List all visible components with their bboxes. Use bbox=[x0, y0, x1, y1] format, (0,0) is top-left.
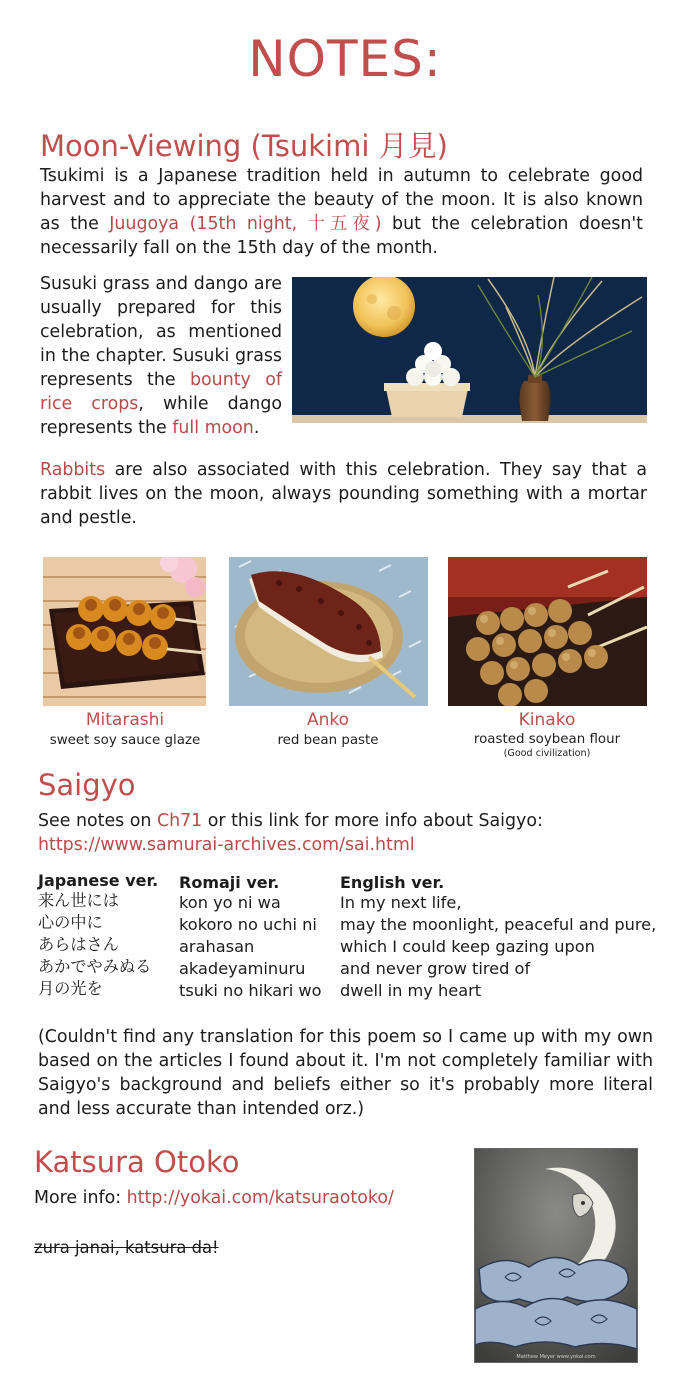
full-moon-highlight: full moon bbox=[172, 418, 254, 438]
poem-line: tsuki no hikari wo bbox=[179, 981, 322, 1000]
poem-line: may the moonlight, peaceful and pure, bbox=[340, 915, 657, 934]
kinako-note: (Good civilization) bbox=[503, 748, 591, 759]
poem-line: 来ん世には bbox=[38, 891, 119, 910]
anko-name: Anko bbox=[306, 710, 350, 730]
tsukimi-image bbox=[292, 277, 647, 423]
poem-line: In my next life, bbox=[340, 893, 462, 912]
samurai-archives-link[interactable]: https://www.samurai-archives.com/sai.html bbox=[38, 835, 415, 855]
strikethrough-joke: zura janai, katsura da! bbox=[34, 1238, 219, 1257]
tsukimi-heading: Moon-Viewing (Tsukimi 月見) bbox=[40, 129, 448, 163]
japanese-header: Japanese ver. bbox=[38, 871, 159, 890]
anko-desc: red bean paste bbox=[277, 733, 379, 748]
mitarashi-image bbox=[43, 557, 206, 706]
page-title: NOTES: bbox=[248, 30, 442, 88]
kinako-desc: roasted soybean flour bbox=[473, 732, 621, 747]
art-credit: Matthew Meyer www.yokai.com bbox=[516, 1354, 596, 1360]
rice-crops-highlight: bounty of rice crops bbox=[40, 370, 283, 414]
poem-line: dwell in my heart bbox=[340, 981, 482, 1000]
susuki-text-b: , while dango represents the bbox=[40, 394, 283, 438]
translation-note: (Couldn't find any translation for this poem so I came up with my own based on the articles I found about it. I'm not completely familiar with Saigyo's background and beliefs either so it's probably more literal and less accurate than intended orz.) bbox=[38, 1027, 653, 1119]
rabbits-text: are also associated with this celebration. They say that a rabbit lives on the moon, always pounding something with a mortar and pestle. bbox=[40, 460, 647, 528]
english-header: English ver. bbox=[340, 873, 445, 892]
katsura-heading: Katsura Otoko bbox=[34, 1145, 240, 1179]
poem-line: akadeyaminuru bbox=[179, 959, 306, 978]
tsukimi-intro bbox=[40, 164, 643, 260]
poem-line: kokoro no uchi ni bbox=[179, 915, 317, 934]
susuki-text-a: Susuki grass and dango are usually prepared for this celebration, as mentioned in the chapter. Susuki grass represents the bbox=[40, 274, 282, 390]
juugoya-highlight: Juugoya (15th night, 十五夜) bbox=[109, 214, 382, 234]
poem-romaji-column bbox=[179, 873, 322, 1002]
mitarashi-name: Mitarashi bbox=[85, 710, 165, 730]
poem-english-column bbox=[340, 873, 656, 1002]
rabbits-paragraph bbox=[40, 458, 647, 530]
poem-line: あかでやみぬる bbox=[38, 957, 152, 976]
kinako-name: Kinako bbox=[518, 710, 576, 730]
poem-line: 月の光を bbox=[38, 979, 103, 998]
poem-line: which I could keep gazing upon bbox=[340, 937, 595, 956]
saigyo-heading: Saigyo bbox=[38, 768, 136, 802]
katsura-more-info bbox=[34, 1188, 394, 1208]
rabbits-highlight: Rabbits bbox=[40, 460, 106, 480]
more-info-label: More info: bbox=[34, 1188, 127, 1208]
see-notes-text-b: or this link for more info about Saigyo: bbox=[202, 811, 543, 831]
saigyo-see-notes bbox=[38, 809, 543, 833]
romaji-header: Romaji ver. bbox=[179, 873, 280, 892]
poem-line: arahasan bbox=[179, 937, 255, 956]
susuki-text-c: . bbox=[253, 418, 260, 438]
yokai-link[interactable]: http://yokai.com/katsuraotoko/ bbox=[126, 1188, 394, 1208]
ch71-link[interactable]: Ch71 bbox=[156, 811, 203, 831]
kinako-image bbox=[448, 557, 647, 706]
full-moon-icon bbox=[353, 277, 415, 337]
katsura-otoko-image bbox=[474, 1148, 638, 1363]
mitarashi-desc: sweet soy sauce glaze bbox=[49, 733, 201, 748]
poem-line: and never grow tired of bbox=[340, 959, 531, 978]
see-notes-text-a: See notes on bbox=[38, 811, 157, 831]
intro-text-b: but the celebration doesn't necessarily fall on the 15th day of the month. bbox=[40, 214, 643, 258]
poem-japanese-column bbox=[38, 871, 158, 1000]
poem-line: あらはさん bbox=[38, 935, 119, 954]
anko-image bbox=[229, 557, 428, 706]
poem-line: 心の中に bbox=[38, 913, 103, 932]
susuki-paragraph bbox=[40, 272, 282, 440]
poem-line: kon yo ni wa bbox=[179, 893, 281, 912]
intro-text-a: Tsukimi is a Japanese tradition held in autumn to celebrate good harvest and to appreciate the beauty of the moon. It is also known as the bbox=[40, 166, 643, 234]
